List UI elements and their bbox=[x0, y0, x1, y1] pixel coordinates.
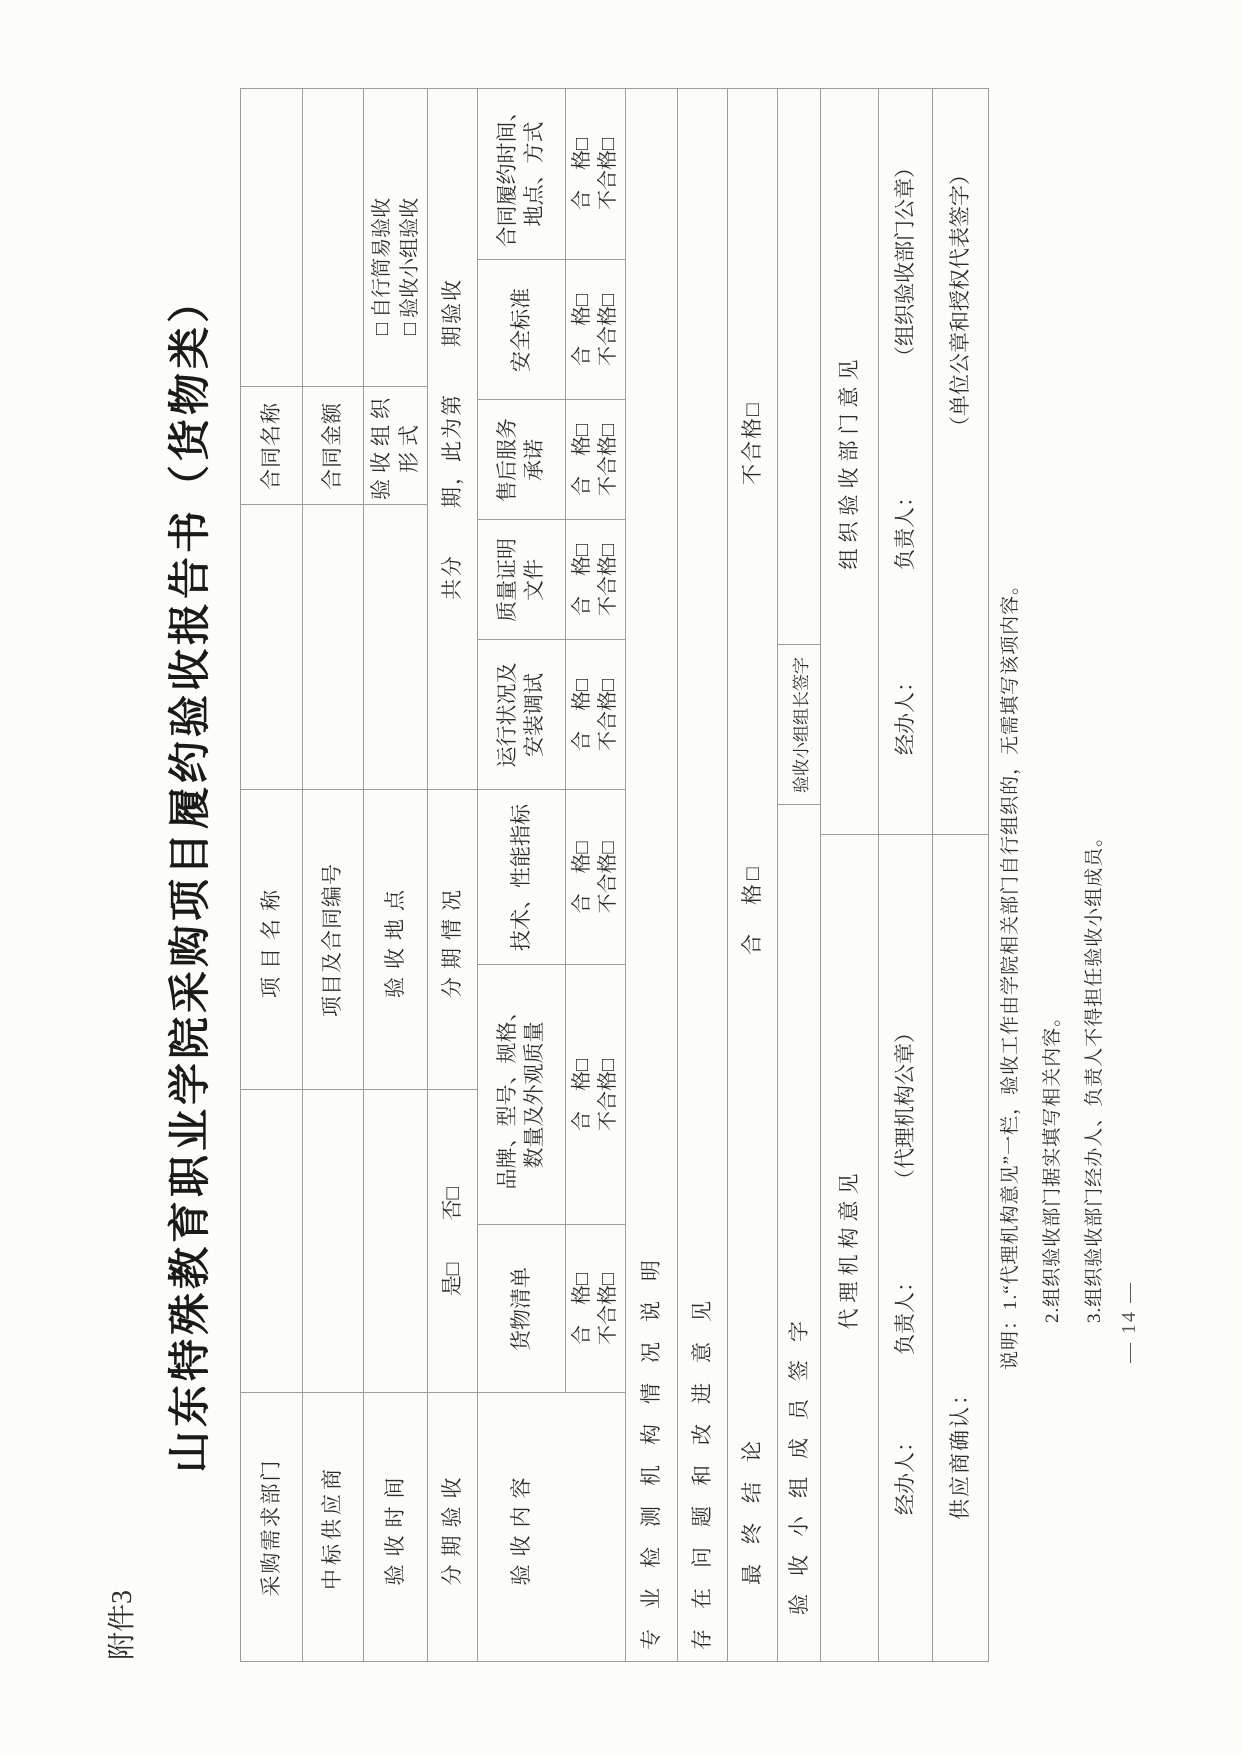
label-winning-supplier: 中标供应商 bbox=[320, 1465, 344, 1590]
subcol-header-contract-fulfillment bbox=[477, 88, 565, 260]
subcol-header-text: 安全标准 bbox=[508, 288, 533, 372]
table-row-line bbox=[625, 88, 626, 1662]
label-project-name: 项目名称 bbox=[259, 882, 283, 998]
pass-checkbox: 合 格□ bbox=[571, 137, 593, 211]
subcol-header-text: 承诺 bbox=[522, 439, 546, 481]
label-contract-name: 合同名称 bbox=[259, 402, 283, 490]
pass-checkbox: 合 格□ bbox=[571, 841, 593, 914]
label-organizer-opinion: 组织验收部门意见 bbox=[837, 353, 861, 570]
table-border-left bbox=[240, 1661, 988, 1662]
pass-checkbox: 合 格□ bbox=[571, 293, 593, 367]
subcol-header-text: 质量证明 bbox=[495, 538, 519, 622]
pass-checkbox: 合 格□ bbox=[571, 1272, 593, 1346]
label-final-conclusion: 最终结论 bbox=[740, 1421, 764, 1585]
subcol-header-operation-installation bbox=[477, 640, 565, 790]
team-leader-signature-text: 验收小组组长签字 bbox=[791, 657, 811, 793]
passfail-goods-list bbox=[565, 1225, 625, 1393]
final-pass-checkbox: 合 格□ bbox=[740, 863, 764, 955]
pass-checkbox: 合 格□ bbox=[571, 678, 593, 752]
fail-checkbox: 不合格□ bbox=[597, 678, 619, 752]
table-row-line bbox=[777, 88, 778, 1662]
value-staged-yes-no: 是□ 否□ bbox=[440, 1186, 464, 1297]
fail-checkbox: 不合格□ bbox=[597, 293, 619, 367]
passfail-after-sales bbox=[565, 400, 625, 520]
table-row-line bbox=[427, 88, 428, 1662]
subcol-header-safety-standard bbox=[477, 260, 565, 400]
fail-checkbox: 不合格□ bbox=[597, 1272, 619, 1346]
subcol-header-text: 数量及外观质量 bbox=[522, 1021, 546, 1169]
subcol-header-quality-certificate bbox=[477, 520, 565, 640]
passfail-safety-standard bbox=[565, 260, 625, 400]
passfail-operation-installation bbox=[565, 640, 625, 790]
agency-handler-label: 经办人： bbox=[893, 1431, 917, 1515]
passfail-technical-performance bbox=[565, 790, 625, 965]
subcol-header-text: 安装调试 bbox=[522, 673, 546, 757]
label-staged-acceptance: 分期验收 bbox=[440, 1469, 464, 1586]
table-row-line bbox=[677, 88, 678, 1662]
label-acceptance-org-form-line2: 形式 bbox=[397, 419, 421, 473]
checkbox-option-team-acceptance: □ 验收小组验收 bbox=[399, 197, 421, 335]
subcol-header-after-sales bbox=[477, 400, 565, 520]
checkbox-option-self-acceptance: □ 自行简易验收 bbox=[371, 197, 393, 335]
table-border-bottom bbox=[988, 88, 989, 1662]
pass-checkbox: 合 格□ bbox=[571, 1058, 593, 1132]
table-row-line bbox=[727, 88, 728, 1662]
table-row-line bbox=[820, 88, 821, 1662]
subcol-header-text: 售后服务 bbox=[495, 418, 519, 502]
footnote-2: 2.组织验收部门据实填写相关内容。 bbox=[1042, 1006, 1063, 1323]
subcol-header-text: 品牌、型号、规格、 bbox=[495, 1000, 519, 1190]
page-number: — 14 — bbox=[1118, 1281, 1140, 1363]
organizer-manager-label: 负责人： bbox=[893, 486, 917, 570]
table-row-line bbox=[302, 88, 303, 1662]
subcol-header-text: 文件 bbox=[522, 559, 546, 601]
subcol-header-brand-model bbox=[477, 965, 565, 1225]
table-row-line bbox=[363, 88, 364, 1662]
pass-checkbox: 合 格□ bbox=[571, 543, 593, 617]
organizer-handler-label: 经办人： bbox=[893, 671, 917, 755]
supplier-confirmation-label: 供应商确认： bbox=[948, 1382, 972, 1520]
passfail-brand-model bbox=[565, 965, 625, 1225]
supplier-seal-note: （单位公章和授权代表签字） bbox=[948, 164, 972, 437]
attachment-label: 附件3 bbox=[107, 1589, 138, 1660]
table-row-line bbox=[932, 88, 933, 1662]
subcol-header-text: 合同履约时间、 bbox=[495, 100, 519, 248]
organizer-seal-note: （组织验收部门公章） bbox=[893, 157, 917, 367]
label-contract-amount: 合同金额 bbox=[320, 402, 344, 490]
agency-manager-label: 负责人： bbox=[893, 1271, 917, 1355]
subcol-header-text: 地点、方式 bbox=[522, 121, 546, 227]
passfail-quality-certificate bbox=[565, 520, 625, 640]
label-acceptance-org-form bbox=[363, 387, 427, 505]
footnote-3: 3.组织验收部门经办人、负责人不得担任验收小组成员。 bbox=[1084, 826, 1105, 1323]
label-team-leader-signature bbox=[779, 645, 819, 805]
fail-checkbox: 不合格□ bbox=[597, 543, 619, 617]
label-professional-testing-agency: 专业检测机构情况说明 bbox=[639, 1240, 663, 1650]
label-acceptance-place: 验收地点 bbox=[383, 882, 407, 998]
table-border-top bbox=[240, 88, 241, 1662]
label-project-contract-number: 项目及合同编号 bbox=[320, 863, 344, 1017]
page-title: 山东特殊教育职业学院采购项目履约验收报告书（货物类） bbox=[168, 277, 214, 1474]
pass-checkbox: 合 格□ bbox=[571, 423, 593, 497]
label-acceptance-time: 验收时间 bbox=[383, 1469, 407, 1586]
subcol-header-goods-list bbox=[477, 1225, 565, 1393]
label-stage-status: 分期情况 bbox=[440, 882, 464, 998]
value-stage-status: 共分 期，此为第 期验收 bbox=[440, 278, 464, 600]
subcol-header-technical-performance bbox=[477, 790, 565, 965]
subcol-header-text: 技术、性能指标 bbox=[508, 804, 533, 951]
label-purchasing-department: 采购需求部门 bbox=[259, 1458, 283, 1597]
label-acceptance-content: 验收内容 bbox=[509, 1469, 533, 1586]
fail-checkbox: 不合格□ bbox=[597, 423, 619, 497]
passfail-contract-fulfillment bbox=[565, 88, 625, 260]
label-team-members-signature: 验收小组成员签字 bbox=[787, 1303, 811, 1615]
agency-seal-note: （代理机构公章） bbox=[893, 1022, 917, 1190]
final-fail-checkbox: 不合格□ bbox=[740, 401, 764, 485]
subcol-header-text: 运行状况及 bbox=[495, 662, 519, 768]
label-acceptance-org-form-line1: 验收组织 bbox=[369, 392, 393, 500]
label-agency-opinion: 代理机构意见 bbox=[837, 1167, 861, 1330]
fail-checkbox: 不合格□ bbox=[597, 841, 619, 914]
fail-checkbox: 不合格□ bbox=[597, 1058, 619, 1132]
table-row-line bbox=[878, 88, 879, 1662]
fail-checkbox: 不合格□ bbox=[597, 137, 619, 211]
subcol-header-text: 货物清单 bbox=[508, 1267, 533, 1351]
label-problems-improvements: 存在问题和改进意见 bbox=[690, 1281, 714, 1650]
footnote-1: 说明：1.“代理机构意见”一栏，验收工作由学院相关部门自行组织的，无需填写该项内容。 bbox=[1000, 574, 1021, 1370]
